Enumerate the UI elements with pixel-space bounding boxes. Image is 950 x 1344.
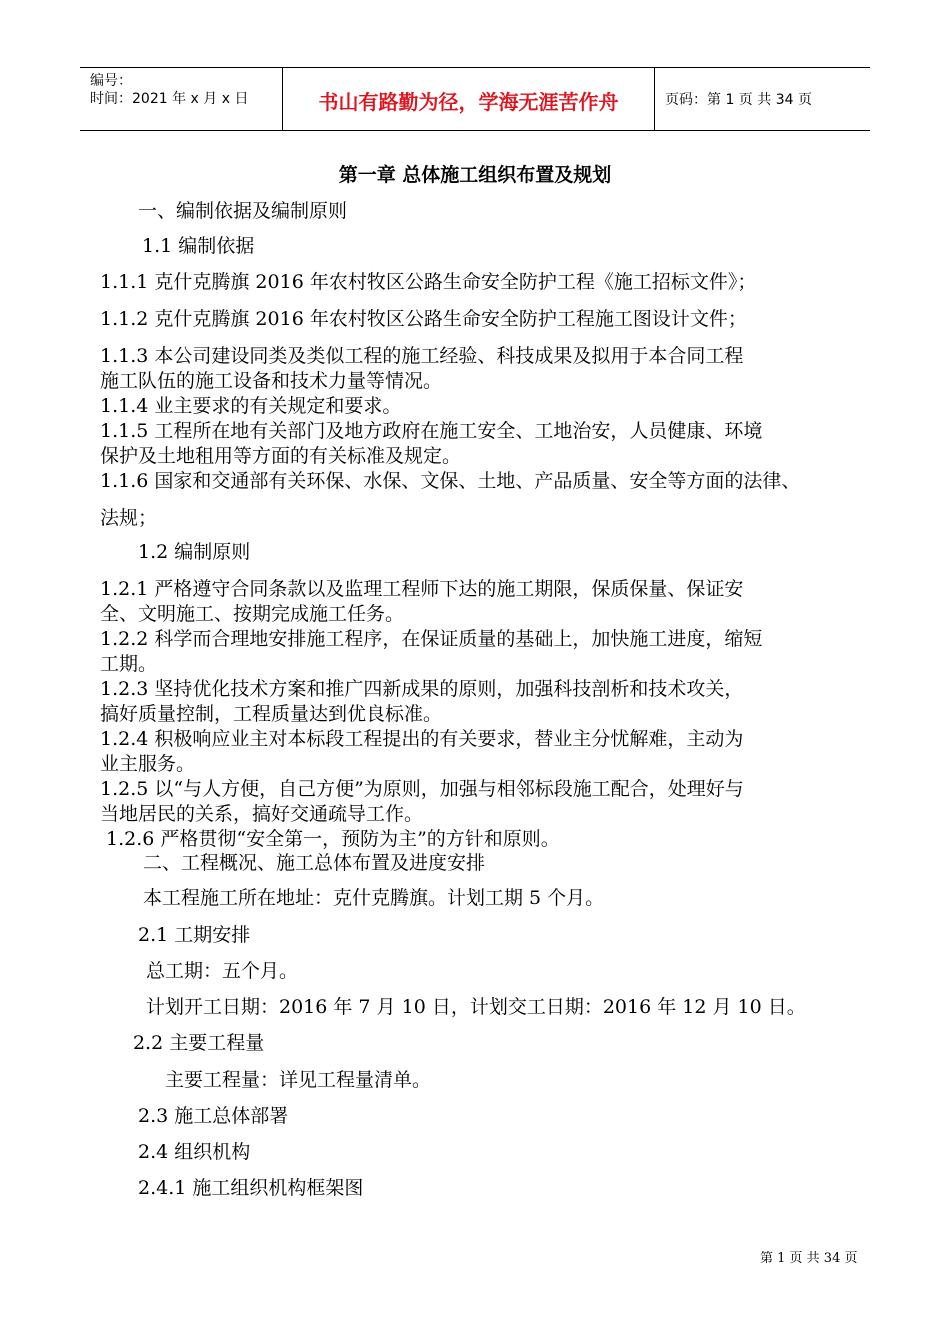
document-number-label: 编号： (90, 73, 132, 89)
paragraph-line: 当地居民的关系，搞好交通疏导工作。 (100, 803, 424, 825)
paragraph-line: 1.2.1 严格遵守合同条款以及监理工程师下达的施工期限，保质保量、保证安 (100, 578, 744, 600)
paragraph-line: 1.2.3 坚持优化技术方案和推广四新成果的原则，加强科技剖析和技术攻关， (100, 678, 744, 700)
paragraph-line: 1.2.2 科学而合理地安排施工程序，在保证质量的基础上，加快施工进度，缩短 (100, 628, 763, 650)
paragraph-line: 主要工程量：详见工程量清单。 (165, 1069, 432, 1091)
paragraph-line: 搞好质量控制，工程质量达到优良标准。 (100, 703, 443, 725)
paragraph-line: 保护及土地租用等方面的有关标准及规定。 (100, 445, 462, 467)
paragraph-line: 1.2.6 严格贯彻“安全第一，预防为主”的方针和原则。 (106, 828, 560, 850)
paragraph-line: 施工队伍的施工设备和技术力量等情况。 (100, 370, 443, 392)
paragraph-line: 全、文明施工、按期完成施工任务。 (100, 603, 405, 625)
subsection-heading: 1.1 编制依据 (142, 235, 255, 257)
subsection-heading: 2.4 组织机构 (138, 1141, 251, 1163)
subsection-heading: 2.4.1 施工组织机构框架图 (138, 1177, 364, 1199)
page-footer: 第 1 页 共 34 页 (760, 1251, 858, 1266)
chapter-title: 第一章 总体施工组织布置及规划 (338, 164, 612, 186)
section-heading: 二、工程概况、施工总体布置及进度安排 (143, 852, 486, 874)
paragraph-line: 1.1.6 国家和交通部有关环保、水保、文保、土地、产品质量、安全等方面的法律、 (100, 470, 801, 492)
document-header (80, 67, 870, 131)
paragraph-line: 1.1.2 克什克腾旗 2016 年农村牧区公路生命安全防护工程施工图设计文件； (100, 308, 747, 330)
header-meta-cell (80, 68, 282, 130)
paragraph-line: 工期。 (100, 653, 158, 675)
paragraph-line: 1.1.4 业主要求的有关规定和要求。 (100, 395, 402, 417)
header-motto-cell (282, 68, 655, 130)
paragraph-line: 业主服务。 (100, 753, 196, 775)
paragraph-line: 1.1.3 本公司建设同类及类似工程的施工经验、科技成果及拟用于本合同工程 (100, 345, 744, 367)
subsection-heading: 1.2 编制原则 (138, 541, 251, 563)
section-heading: 一、编制依据及编制原则 (138, 200, 348, 222)
header-page-cell (655, 68, 870, 130)
paragraph-line: 总工期：五个月。 (146, 960, 299, 982)
paragraph-line: 本工程施工所在地址：克什克腾旗。计划工期 5 个月。 (143, 887, 605, 909)
subsection-heading: 2.1 工期安排 (138, 924, 251, 946)
paragraph-line: 1.2.5 以“与人方便，自己方便”为原则，加强与相邻标段施工配合，处理好与 (100, 778, 744, 800)
document-time-label: 时间：2021 年 x 月 x 日 (90, 91, 249, 107)
paragraph-line: 1.1.5 工程所在地有关部门及地方政府在施工安全、工地治安，人员健康、环境 (100, 420, 763, 442)
paragraph-line: 计划开工日期：2016 年 7 月 10 日，计划交工日期：2016 年 12 月 10 日。 (146, 996, 806, 1018)
paragraph-line: 法规； (100, 507, 158, 529)
subsection-heading: 2.2 主要工程量 (133, 1032, 265, 1054)
paragraph-line: 1.2.4 积极响应业主对本标段工程提出的有关要求，替业主分忧解难，主动为 (100, 728, 744, 750)
header-page-code: 页码：第 1 页 共 34 页 (665, 92, 812, 108)
header-motto: 书山有路勤为径，学海无涯苦作舟 (318, 90, 619, 114)
paragraph-line: 1.1.1 克什克腾旗 2016 年农村牧区公路生命安全防护工程《施工招标文件》； (100, 271, 757, 293)
subsection-heading: 2.3 施工总体部署 (138, 1105, 289, 1127)
